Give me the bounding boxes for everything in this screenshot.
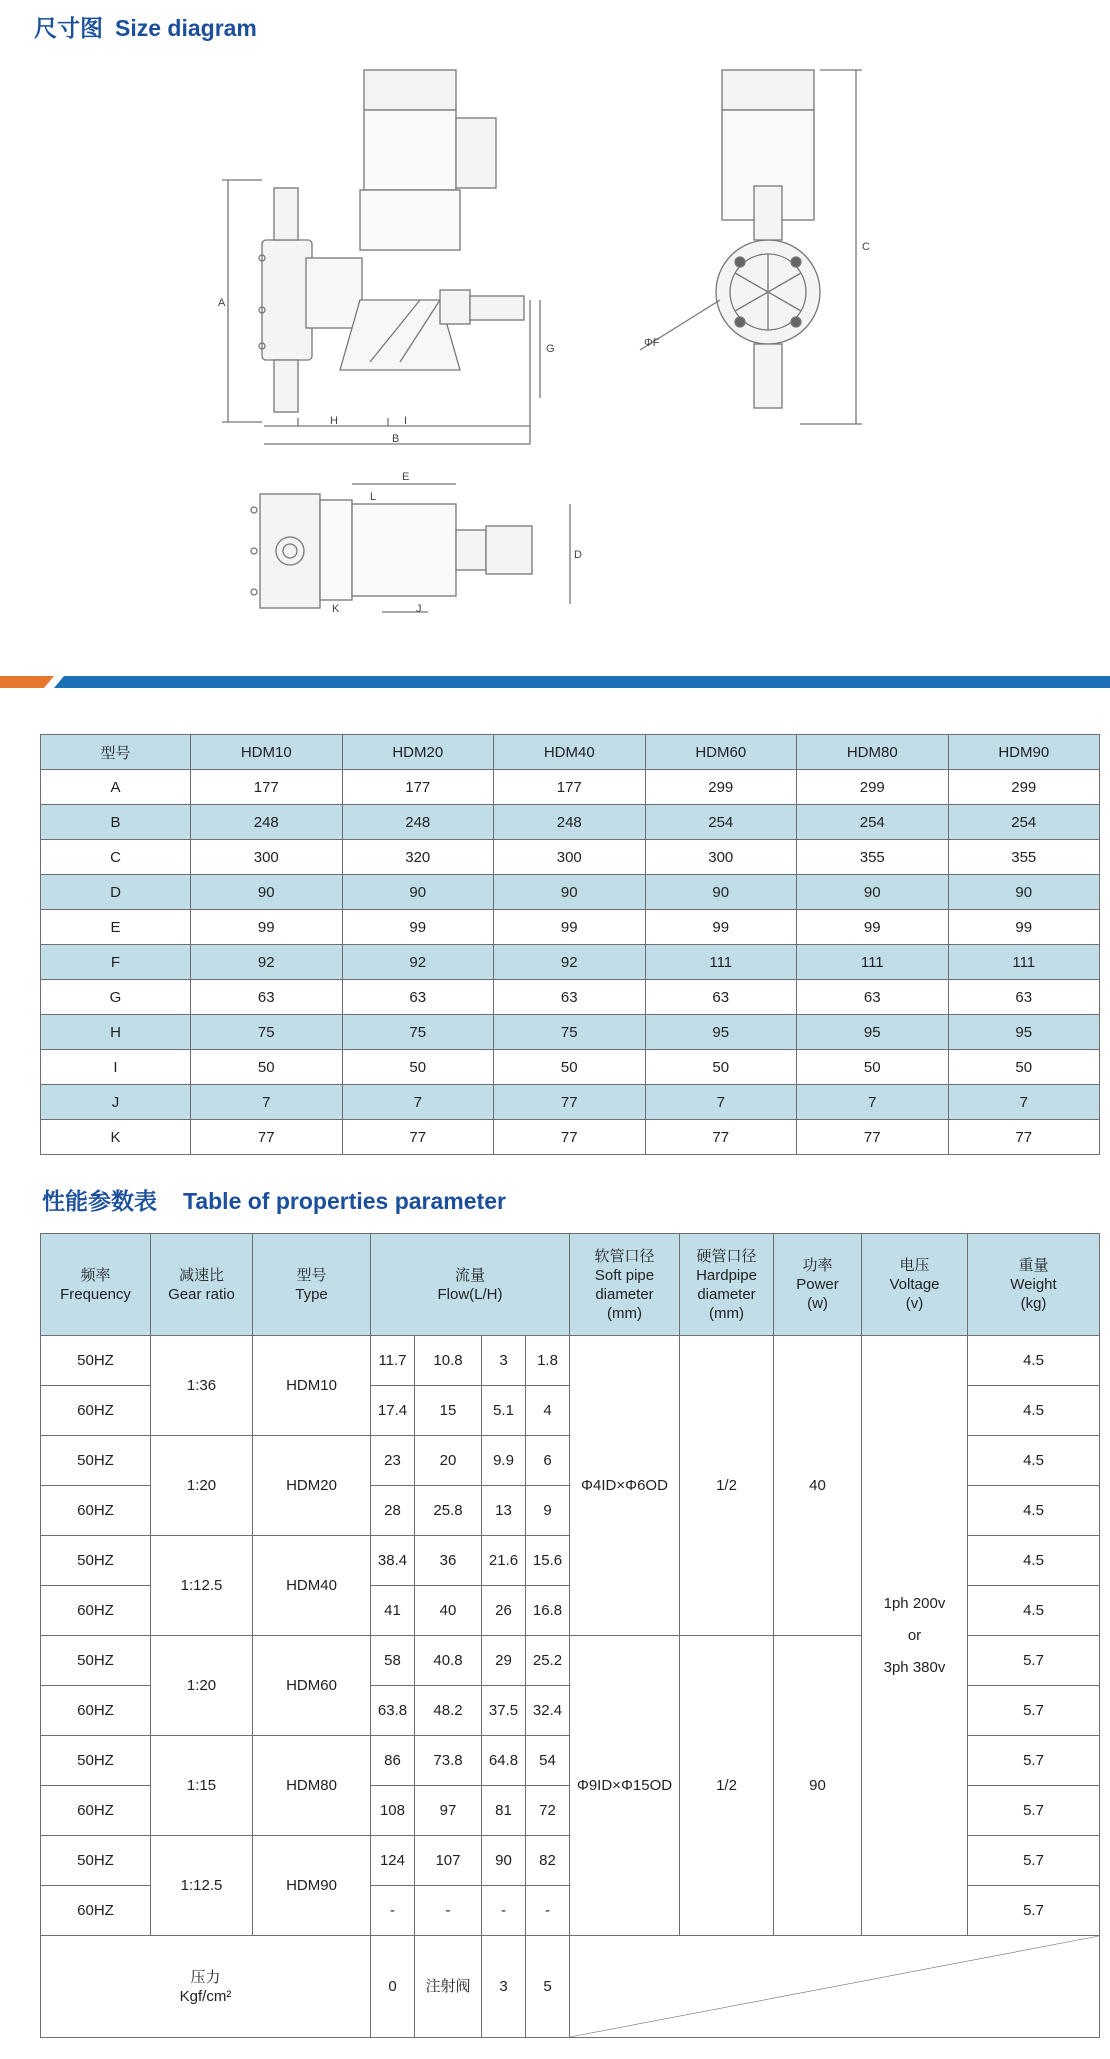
dimension-value-cell: 254	[797, 805, 949, 840]
dimension-label-cell: B	[41, 805, 191, 840]
pressure-value-cell: 0	[371, 1936, 415, 2038]
cell-line: 1ph 200v	[883, 1594, 946, 1612]
dimensions-row	[41, 945, 1100, 980]
dimension-value-cell: 50	[645, 1050, 797, 1085]
front-view-drawing	[716, 70, 820, 408]
dimension-label-cell: J	[41, 1085, 191, 1120]
size-diagram-title-cn: 尺寸图	[34, 15, 103, 41]
cell-line: Frequency	[60, 1285, 131, 1303]
flow-cell: 40	[414, 1586, 481, 1636]
dimensions-row	[41, 980, 1100, 1015]
flow-cell: 1.8	[525, 1336, 569, 1386]
dimension-value-cell: 92	[494, 945, 646, 980]
label-g: G	[546, 343, 555, 355]
dimension-value-cell: 248	[191, 805, 343, 840]
flow-cell: 32.4	[525, 1686, 569, 1736]
weight-cell: 5.7	[968, 1736, 1100, 1786]
dimensions-row	[41, 1015, 1100, 1050]
side-view-drawing	[259, 70, 524, 412]
flow-cell: 97	[414, 1786, 481, 1836]
dimension-value-cell: 7	[948, 1085, 1100, 1120]
header-voltage	[862, 1234, 968, 1336]
header-soft-pipe	[570, 1234, 680, 1336]
hard-pipe-cell: 1/2	[680, 1336, 774, 1636]
flow-cell: 58	[371, 1636, 415, 1686]
dimension-value-cell: 50	[342, 1050, 494, 1085]
dimension-value-cell: 63	[191, 980, 343, 1015]
cell-line: 压力	[190, 1968, 221, 1986]
label-j: J	[416, 603, 422, 615]
cell-line: (mm)	[709, 1304, 744, 1322]
flow-cell: 17.4	[371, 1386, 415, 1436]
dimension-value-cell: 77	[645, 1120, 797, 1155]
label-a: A	[218, 297, 226, 309]
dimension-value-cell: 248	[494, 805, 646, 840]
header-weight	[968, 1234, 1100, 1336]
flow-cell: 81	[482, 1786, 526, 1836]
label-b: B	[392, 433, 400, 445]
frequency-cell: 50HZ	[41, 1336, 151, 1386]
dimensions-header-cell: 型号	[41, 735, 191, 770]
cell-line: 软管口径	[594, 1247, 655, 1265]
properties-title-cn: 性能参数表	[42, 1188, 157, 1214]
dimension-value-cell: 355	[797, 840, 949, 875]
flow-cell: 63.8	[371, 1686, 415, 1736]
cell-line: 型号	[296, 1266, 327, 1284]
flow-cell: 38.4	[371, 1536, 415, 1586]
flow-cell: 48.2	[414, 1686, 481, 1736]
weight-cell: 5.7	[968, 1786, 1100, 1836]
flow-cell: 21.6	[482, 1536, 526, 1586]
flow-cell: 4	[525, 1386, 569, 1436]
dimension-value-cell: 75	[191, 1015, 343, 1050]
cell-line: 流量	[454, 1266, 485, 1284]
dimension-label-cell: K	[41, 1120, 191, 1155]
cell-line: Power	[796, 1276, 839, 1293]
cell-line: Soft pipe	[594, 1266, 655, 1284]
dimension-value-cell: 99	[797, 910, 949, 945]
flow-cell: 25.8	[414, 1486, 481, 1536]
pressure-label-cell	[41, 1936, 371, 2038]
gear-ratio-cell: 1:36	[151, 1336, 253, 1436]
cell-line: 电压	[899, 1257, 930, 1274]
weight-cell: 5.7	[968, 1686, 1100, 1736]
flow-cell: 29	[482, 1636, 526, 1686]
dimension-value-cell: 90	[645, 875, 797, 910]
flow-cell: 3	[482, 1336, 526, 1386]
decorative-band	[0, 672, 1110, 692]
dimension-value-cell: 95	[797, 1015, 949, 1050]
flow-cell: 9.9	[482, 1436, 526, 1486]
dimensions-row	[41, 1050, 1100, 1085]
cell-line: (w)	[807, 1295, 828, 1312]
dimension-value-cell: 7	[645, 1085, 797, 1120]
flow-cell: 13	[482, 1486, 526, 1536]
dimension-value-cell: 99	[645, 910, 797, 945]
dimension-value-cell: 300	[494, 840, 646, 875]
dimension-value-cell: 248	[342, 805, 494, 840]
gear-ratio-cell: 1:20	[151, 1636, 253, 1736]
weight-cell: 4.5	[968, 1386, 1100, 1436]
flow-cell: 90	[482, 1836, 526, 1886]
dimensions-row	[41, 1120, 1100, 1155]
dimension-value-cell: 7	[797, 1085, 949, 1120]
dimensions-header-cell: HDM60	[645, 735, 797, 770]
diagonal-line	[570, 1936, 1099, 2037]
weight-cell: 5.7	[968, 1836, 1100, 1886]
flow-cell: 10.8	[414, 1336, 481, 1386]
gear-ratio-cell: 1:20	[151, 1436, 253, 1536]
cell-line: 硬管口径	[696, 1247, 757, 1265]
type-cell: HDM80	[253, 1736, 371, 1836]
dimension-value-cell: 50	[797, 1050, 949, 1085]
dimensions-row	[41, 805, 1100, 840]
flow-cell: 36	[414, 1536, 481, 1586]
dimension-label-cell: C	[41, 840, 191, 875]
label-i: I	[404, 415, 408, 427]
dimension-value-cell: 300	[191, 840, 343, 875]
cell-line: 重量	[1018, 1257, 1049, 1274]
flow-cell: 16.8	[525, 1586, 569, 1636]
header-hard-pipe	[680, 1234, 774, 1336]
dimension-value-cell: 77	[948, 1120, 1100, 1155]
empty-diagonal-cell	[570, 1936, 1100, 2038]
soft-pipe-cell: Φ9ID×Φ15OD	[570, 1636, 680, 1936]
dimension-value-cell: 99	[342, 910, 494, 945]
type-cell: HDM60	[253, 1636, 371, 1736]
dimension-value-cell: 77	[494, 1085, 646, 1120]
dimension-value-cell: 99	[494, 910, 646, 945]
dimension-value-cell: 75	[342, 1015, 494, 1050]
dimension-value-cell: 75	[494, 1015, 646, 1050]
dimension-value-cell: 95	[645, 1015, 797, 1050]
frequency-cell: 60HZ	[41, 1786, 151, 1836]
dimension-value-cell: 63	[645, 980, 797, 1015]
flow-cell: 82	[525, 1836, 569, 1886]
dimension-value-cell: 177	[342, 770, 494, 805]
type-cell: HDM20	[253, 1436, 371, 1536]
dimension-label-cell: F	[41, 945, 191, 980]
dimension-value-cell: 77	[797, 1120, 949, 1155]
label-e: E	[402, 471, 410, 483]
flow-cell: -	[414, 1886, 481, 1936]
dimension-label-cell: E	[41, 910, 191, 945]
flow-cell: 9	[525, 1486, 569, 1536]
dimension-value-cell: 63	[494, 980, 646, 1015]
dimension-value-cell: 90	[797, 875, 949, 910]
type-cell: HDM90	[253, 1836, 371, 1936]
dimension-value-cell: 177	[494, 770, 646, 805]
cell-line: Kgf/cm²	[179, 1987, 232, 2005]
dimension-value-cell: 299	[645, 770, 797, 805]
dimension-label-cell: H	[41, 1015, 191, 1050]
frequency-cell: 60HZ	[41, 1486, 151, 1536]
dimension-value-cell: 90	[948, 875, 1100, 910]
pressure-row	[41, 1936, 1100, 2038]
cell-line: 3ph 380v	[883, 1658, 946, 1676]
dimension-value-cell: 299	[948, 770, 1100, 805]
cell-line: Voltage	[889, 1276, 940, 1293]
power-cell: 40	[774, 1336, 862, 1636]
dimensions-row	[41, 770, 1100, 805]
cell-line: 减速比	[178, 1266, 224, 1284]
flow-cell: 108	[371, 1786, 415, 1836]
header-type	[253, 1234, 371, 1336]
gear-ratio-cell: 1:12.5	[151, 1836, 253, 1936]
dimension-value-cell: 99	[191, 910, 343, 945]
flow-cell: 124	[371, 1836, 415, 1886]
flow-cell: 11.7	[371, 1336, 415, 1386]
cell-line: or	[907, 1626, 922, 1644]
weight-cell: 4.5	[968, 1486, 1100, 1536]
cell-line: Flow(L/H)	[437, 1285, 503, 1303]
dimensions-header-row	[41, 735, 1100, 770]
flow-cell: 5.1	[482, 1386, 526, 1436]
label-k: K	[332, 603, 340, 615]
cell-line: (kg)	[1020, 1295, 1047, 1312]
cell-line: (mm)	[607, 1304, 642, 1322]
flow-cell: 23	[371, 1436, 415, 1486]
flow-cell: -	[482, 1886, 526, 1936]
weight-cell: 4.5	[968, 1586, 1100, 1636]
gear-ratio-cell: 1:12.5	[151, 1536, 253, 1636]
dimension-value-cell: 254	[948, 805, 1100, 840]
dimension-value-cell: 90	[191, 875, 343, 910]
weight-cell: 5.7	[968, 1886, 1100, 1936]
properties-header-row	[41, 1234, 1100, 1336]
properties-table	[40, 1233, 1100, 2038]
header-flow	[371, 1234, 570, 1336]
dimensions-row	[41, 840, 1100, 875]
dimensions-header-cell: HDM10	[191, 735, 343, 770]
weight-cell: 4.5	[968, 1336, 1100, 1386]
dimensions-row	[41, 1085, 1100, 1120]
size-diagram-drawing	[0, 0, 1110, 640]
dimension-label-cell: G	[41, 980, 191, 1015]
dimension-value-cell: 92	[342, 945, 494, 980]
cell-line: diameter	[595, 1285, 654, 1303]
power-cell: 90	[774, 1636, 862, 1936]
cell-line: 频率	[80, 1266, 111, 1284]
label-l: L	[370, 491, 377, 503]
label-d: D	[574, 549, 582, 561]
flow-cell: 26	[482, 1586, 526, 1636]
dimension-value-cell: 111	[645, 945, 797, 980]
flow-cell: 41	[371, 1586, 415, 1636]
dimension-value-cell: 77	[191, 1120, 343, 1155]
frequency-cell: 60HZ	[41, 1586, 151, 1636]
type-cell: HDM40	[253, 1536, 371, 1636]
cell-line: Type	[295, 1285, 328, 1303]
gear-ratio-cell: 1:15	[151, 1736, 253, 1836]
flow-cell: 40.8	[414, 1636, 481, 1686]
frequency-cell: 60HZ	[41, 1386, 151, 1436]
header-power	[774, 1234, 862, 1336]
flow-cell: 37.5	[482, 1686, 526, 1736]
dimension-value-cell: 50	[948, 1050, 1100, 1085]
flow-cell: -	[525, 1886, 569, 1936]
weight-cell: 5.7	[968, 1636, 1100, 1686]
frequency-cell: 50HZ	[41, 1436, 151, 1486]
dimension-value-cell: 63	[797, 980, 949, 1015]
size-diagram-title-en: Size diagram	[115, 15, 257, 41]
properties-title-en: Table of properties parameter	[183, 1188, 506, 1214]
dimension-value-cell: 299	[797, 770, 949, 805]
dimension-value-cell: 63	[948, 980, 1100, 1015]
header-gear-ratio	[151, 1234, 253, 1336]
voltage-cell	[862, 1336, 968, 1936]
frequency-cell: 50HZ	[41, 1736, 151, 1786]
flow-cell: 15.6	[525, 1536, 569, 1586]
dimension-value-cell: 90	[494, 875, 646, 910]
dimension-label-cell: A	[41, 770, 191, 805]
hard-pipe-cell: 1/2	[680, 1636, 774, 1936]
cell-line: Weight	[1010, 1276, 1057, 1293]
flow-cell: 73.8	[414, 1736, 481, 1786]
dimensions-table	[40, 734, 1100, 1155]
dimension-value-cell: 111	[797, 945, 949, 980]
dimension-value-cell: 254	[645, 805, 797, 840]
dimension-value-cell: 77	[494, 1120, 646, 1155]
cell-line: Hardpipe	[696, 1266, 757, 1284]
dimension-value-cell: 300	[645, 840, 797, 875]
flow-cell: 25.2	[525, 1636, 569, 1686]
flow-cell: 86	[371, 1736, 415, 1786]
dimension-value-cell: 92	[191, 945, 343, 980]
dimension-value-cell: 177	[191, 770, 343, 805]
flow-cell: 20	[414, 1436, 481, 1486]
dimension-value-cell: 95	[948, 1015, 1100, 1050]
dimensions-row	[41, 875, 1100, 910]
frequency-cell: 60HZ	[41, 1686, 151, 1736]
frequency-cell: 50HZ	[41, 1636, 151, 1686]
dimension-value-cell: 355	[948, 840, 1100, 875]
dimension-value-cell: 111	[948, 945, 1100, 980]
dimensions-header-cell: HDM40	[494, 735, 646, 770]
pressure-value-cell: 注射阀	[414, 1936, 481, 2038]
frequency-cell: 60HZ	[41, 1886, 151, 1936]
dimension-value-cell: 50	[191, 1050, 343, 1085]
label-h: H	[330, 415, 338, 427]
flow-cell: -	[371, 1886, 415, 1936]
flow-cell: 54	[525, 1736, 569, 1786]
frequency-cell: 50HZ	[41, 1836, 151, 1886]
label-f: ΦF	[644, 337, 660, 349]
type-cell: HDM10	[253, 1336, 371, 1436]
dimension-value-cell: 50	[494, 1050, 646, 1085]
dimension-value-cell: 63	[342, 980, 494, 1015]
dimensions-header-cell: HDM20	[342, 735, 494, 770]
flow-cell: 28	[371, 1486, 415, 1536]
pressure-value-cell: 5	[525, 1936, 569, 2038]
cell-line: diameter	[697, 1285, 756, 1303]
dimension-label-cell: I	[41, 1050, 191, 1085]
flow-cell: 72	[525, 1786, 569, 1836]
dimension-value-cell: 7	[342, 1085, 494, 1120]
flow-cell: 64.8	[482, 1736, 526, 1786]
dimension-value-cell: 77	[342, 1120, 494, 1155]
cell-line: 功率	[802, 1257, 833, 1274]
dimension-value-cell: 99	[948, 910, 1100, 945]
properties-row	[41, 1336, 1100, 1386]
label-c: C	[862, 241, 870, 253]
flow-cell: 6	[525, 1436, 569, 1486]
dimensions-header-cell: HDM80	[797, 735, 949, 770]
top-view-drawing	[251, 494, 532, 608]
dimension-value-cell: 320	[342, 840, 494, 875]
flow-cell: 107	[414, 1836, 481, 1886]
dimension-label-cell: D	[41, 875, 191, 910]
cell-line: (v)	[905, 1295, 924, 1312]
frequency-cell: 50HZ	[41, 1536, 151, 1586]
weight-cell: 4.5	[968, 1536, 1100, 1586]
header-frequency	[41, 1234, 151, 1336]
properties-title	[42, 1183, 506, 1216]
flow-cell: 15	[414, 1386, 481, 1436]
dimension-value-cell: 7	[191, 1085, 343, 1120]
dimension-value-cell: 90	[342, 875, 494, 910]
cell-line: Gear ratio	[168, 1285, 235, 1303]
weight-cell: 4.5	[968, 1436, 1100, 1486]
soft-pipe-cell: Φ4ID×Φ6OD	[570, 1336, 680, 1636]
dimensions-row	[41, 910, 1100, 945]
dimensions-header-cell: HDM90	[948, 735, 1100, 770]
pressure-value-cell: 3	[482, 1936, 526, 2038]
